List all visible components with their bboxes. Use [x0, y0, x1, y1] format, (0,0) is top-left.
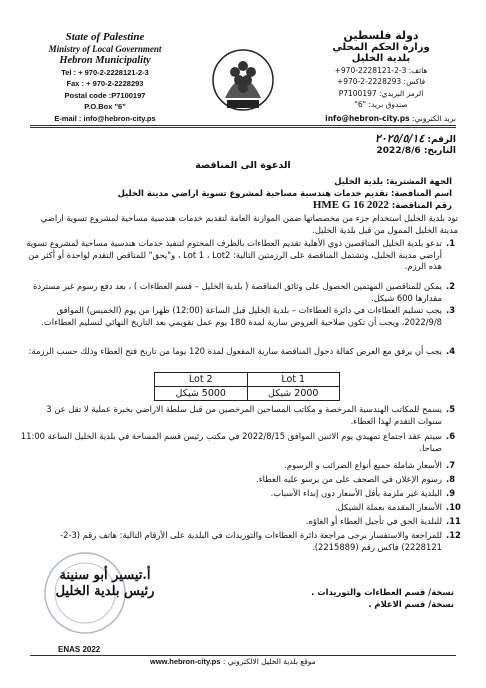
ref-date-value: 2022/8/6 [376, 146, 421, 156]
signature-role: رئيس بلدية الخليل [55, 584, 155, 599]
pobox-ar: صندوق بريد: "6" [354, 100, 408, 109]
list-item-text: سيتم عقد اجتماع تمهيدي يوم الاثنين الموافق 2022/8/15 في مكتب رئيس قسم المساحة في بلدية الخليل الساعة 11:00 صباحا. [20, 431, 442, 453]
footer-site-label: موقع بلدية الخليل الالكتروني : [222, 657, 316, 666]
footer-code: ENAS 2022 [58, 645, 101, 654]
list-item: 10. الأسعار المقدمة بعملة الشيكل. [20, 502, 462, 514]
signature-block [30, 568, 180, 600]
postal-ar: الرمز البريدي: P7100197 [338, 88, 424, 98]
list-item-text: البلدية غير ملزمة بأقل الأسعار دون إبداء الأسباب. [270, 488, 442, 498]
tender-number-label: رقم المناقصة: [391, 200, 452, 210]
copy-line-2: نسخة/ قسم الاعلام . [368, 599, 454, 609]
lot1-value: 2000 شيكل [247, 387, 340, 401]
lot2-value: 5000 شيكل [155, 387, 248, 401]
municipality-en: Hebron Municipality [59, 55, 151, 66]
list-item: 9. البلدية غير ملزمة بأقل الأسعار دون إبداء الأسباب. [20, 488, 462, 500]
buyer: الجهة المشترية: بلدية الخليل [334, 176, 452, 186]
list-item: 2. يمكن للمناقصين المهتمين الحصول على وثائق المناقصة ( بلدية الخليل – قسم العطاءات ) ، بعد دفع رسوم غير مستردة مقدارها 600 شيكل. [20, 281, 462, 304]
tender-name: اسم المناقصة: تقديم خدمات هندسية مساحية لمشروع تسوية اراضي مدينة الخليل [117, 188, 452, 198]
municipality-logo [205, 40, 281, 116]
list-item-text: يسمح للمكاتب الهندسية المرخصة و مكاتب المساحين المرخصين من قبل سلطة الاراضي بخبرة عملية لا تقل عن 3 سنوات التقدم لهذا العطاء. [46, 404, 442, 426]
municipality-ar: بلدية الخليل [351, 53, 411, 64]
ministry-ar: وزارة الحكم المحلي [332, 41, 430, 53]
list-item-text: رسوم الإعلان في الصحف على من يرسو عليه العطاء. [256, 474, 442, 484]
list-item: 11. للبلدية الحق في تأجيل العطاء أو الغاؤه. [20, 516, 462, 528]
list-item: 5. يسمح للمكاتب الهندسية المرخصة و مكاتب المساحين المرخصين من قبل سلطة الاراضي بخبرة عملية لا تقل عن 3 سنوات التقدم لهذا العطاء. [20, 404, 462, 427]
lots-table [154, 372, 340, 401]
list-item: 1. تدعو بلدية الخليل المناقصين ذوي الأهلية تقديم العطاءات بالظرف المختوم لتنفيذ خدمات هندسية مساحية لمشروع تسوية أراضي مدينة الخليل، وتشتمل المناقصة على الرزمتين التالية: Lot 1 ، Lot2 ، و"يحق" للمناقص التقدم لواحدة أو أكثر من هذه الرزم. [20, 238, 462, 273]
tel-en: Tel : + 970-2-2228121-2-3 [61, 67, 149, 77]
tender-number-row [313, 199, 452, 211]
list-item: 4. يجب أن يرفق مع العرض كفالة دخول المناقصة سارية المفعول لمدة 120 يوما من تاريخ فتح العطاء وذلك حسب الرزمة: [20, 346, 462, 358]
header-en [30, 32, 180, 124]
state-ar: دولة فلسطين [343, 29, 419, 42]
lot1-header: Lot 1 [247, 373, 340, 387]
signature-name: أ.تيسير أبو سنينة [59, 568, 151, 583]
footer-site-row [150, 657, 316, 666]
lot2-header: Lot 2 [155, 373, 248, 387]
ref-number-label: الرقم: [427, 135, 456, 145]
copy-line-1: نسخة/ قسم العطاءات والتوريدات . [311, 587, 454, 597]
header-ar [306, 30, 456, 111]
list-item: 8. رسوم الإعلان في الصحف على من يرسو عليه العطاء. [20, 474, 462, 486]
email-en: E-mail : info@hebron-city.ps [54, 113, 156, 123]
lots-table-header [155, 373, 340, 387]
header-divider-2 [30, 127, 456, 128]
email-ar-label: بريد الكتروني: [411, 114, 456, 123]
list-item-text: للبلدية الحق في تأجيل العطاء أو الغاؤه. [305, 516, 442, 526]
postal-en: Postal code :P7100197 [64, 90, 146, 100]
list-item: 3. يجب تسليم العطاءات في دائرة العطاءات – بلدية الخليل قبل الساعة (12:00) ظهرا من يوم (الخميس) الموافق 2022/9/8، ويجب أن تكون صلاحية العروض سارية لمدة 180 يوم عمل تقويمي بعد التاريخ النهائي لتسليم العطاءات. [20, 305, 462, 328]
fax-en: Fax : + 970-2-2228293 [66, 79, 144, 88]
state-en: State of Palestine [65, 31, 145, 43]
fax-ar: فاكس: 2228293-2-970+ [336, 77, 426, 86]
page-title: الدعوة الى المناقصة [195, 160, 291, 171]
ref-number-value: ٢٠٢٥/٥/١٤ [374, 132, 425, 145]
list-item: 6. سيتم عقد اجتماع تمهيدي يوم الاثنين الموافق 2022/8/15 في مكتب رئيس قسم المساحة في بلدية الخليل الساعة 11:00 صباحا. [20, 431, 456, 453]
intro-paragraph: تود بلدية الخليل استخدام جزء من مخصصاتها ضمن الموازنة العامة لتقديم خدمات هندسية مساحية لمشروع تسوية اراضي مدينة الخليل الممول من قبل بلدية الخليل. [40, 213, 458, 235]
list-item-text: الأسعار المقدمة بعملة الشيكل. [334, 502, 442, 512]
footer-site[interactable]: www.hebron-city.ps [150, 657, 221, 666]
list-item-text: للمراجعة والاستفسار يرجى مراجعة دائرة العطاءات والتوريدات في البلدية على الأرقام التالية: هاتف رقم (3-2-2228121) فاكس رقم (2215889). [60, 530, 442, 552]
list-item-text: يمكن للمناقصين المهتمين الحصول على وثائق المناقصة ( بلدية الخليل – قسم العطاءات ) ، بعد دفع رسوم غير مستردة مقدارها 600 شيكل. [32, 281, 442, 303]
tel-ar: هاتف: 3-2-2228121-970+ [334, 65, 428, 75]
list-item: 12. للمراجعة والاستفسار يرجى مراجعة دائرة العطاءات والتوريدات في البلدية على الأرقام التالية: هاتف رقم (3-2-2228121) فاكس رقم (2215889). [20, 530, 462, 553]
list-item-text: يجب أن يرفق مع العرض كفالة دخول المناقصة سارية المفعول لمدة 120 يوما من تاريخ فتح العطاء وذلك حسب الرزمة: [28, 346, 442, 356]
tender-number: HME G 16 2022 [312, 199, 389, 211]
ref-number-row [375, 132, 456, 145]
footer-divider [30, 655, 456, 656]
header-divider [30, 125, 456, 126]
email-ar: info@hebron-city.ps [325, 114, 410, 123]
lots-table-row [155, 387, 340, 401]
pobox-en: P.O.Box "6" [84, 102, 126, 111]
email-ar-row [266, 114, 456, 123]
ministry-en: Ministry of Local Government [48, 43, 162, 54]
list-item-text: يجب تسليم العطاءات في دائرة العطاءات – بلدية الخليل قبل الساعة (12:00) ظهرا من يوم (الخميس) الموافق 2022/9/8، ويجب أن تكون صلاحية العروض سارية لمدة 180 يوم عمل تقويمي بعد التاريخ النهائي لتسليم العطاءات. [41, 305, 442, 327]
list-item-text: تدعو بلدية الخليل المناقصين ذوي الأهلية تقديم العطاءات بالظرف المختوم لتنفيذ خدمات هندسية مساحية لمشروع تسوية أراضي مدينة الخليل، وتشتمل المناقصة على الرزمتين التالية: Lot 1 ، Lot2 ، و"يحق" للمناقص التقدم لواحدة أو أكثر من هذه الرزم. [26, 238, 442, 272]
list-item-text: الأسعار شاملة جميع أنواع الضرائب و الرسوم. [284, 460, 442, 470]
list-item: 7. الأسعار شاملة جميع أنواع الضرائب و الرسوم. [20, 460, 462, 472]
ref-date-row [377, 146, 456, 156]
ref-date-label: التاريخ: [423, 146, 456, 156]
